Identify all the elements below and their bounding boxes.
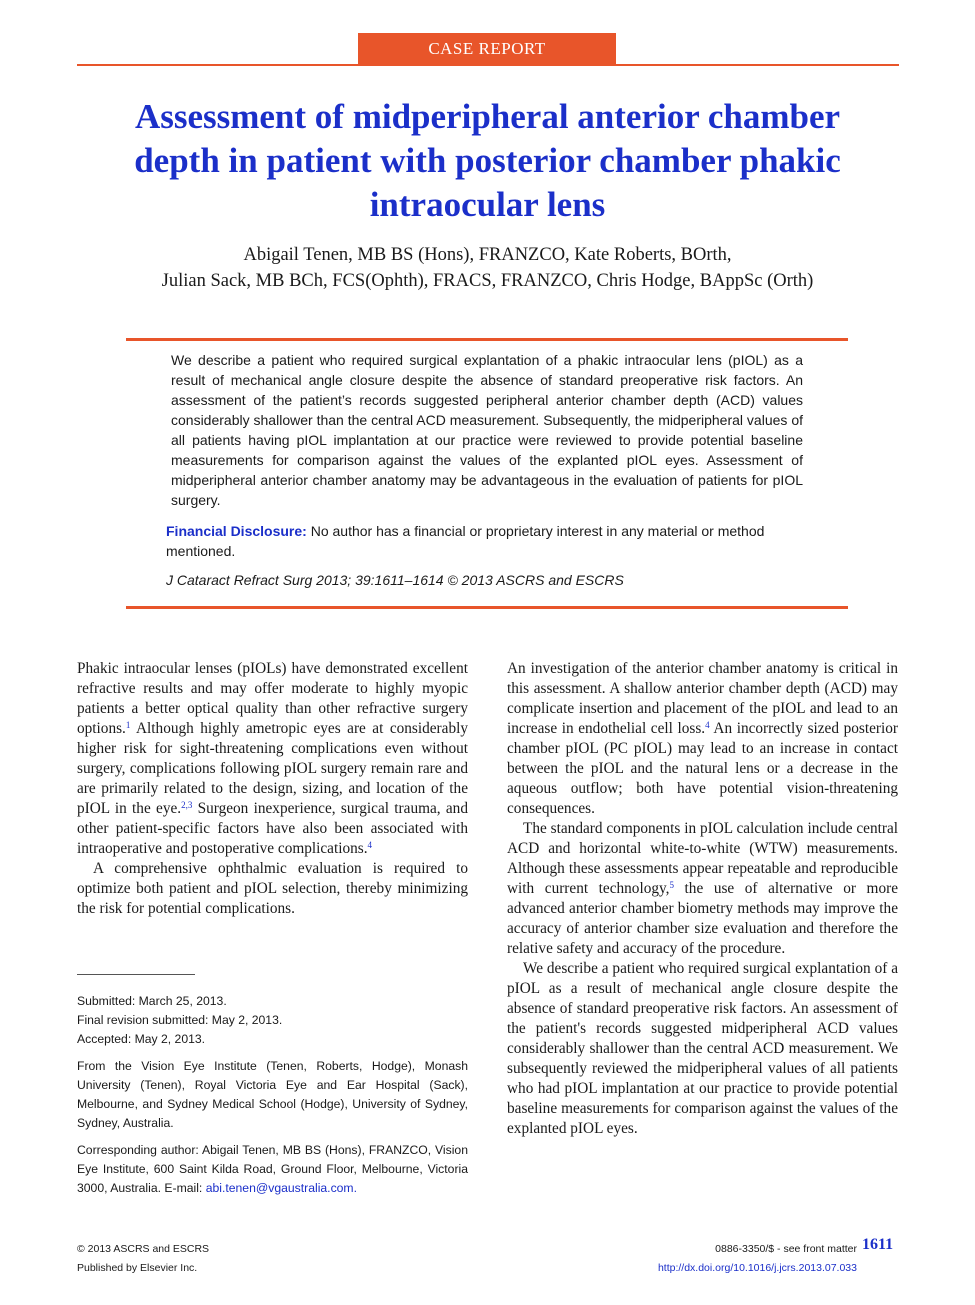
submitted-date: Submitted: March 25, 2013.: [77, 994, 227, 1008]
paragraph: We describe a patient who required surgical explantation of a pIOL as a result of mechanical angle closure despite the absence of standard preoperative risk factors. An assessment of the patient's records suggested midperipheral ACD values considerably shallower than the central ACD measurement. We subsequently reviewed the midperipheral values of all patients who had pIOL implantation at our practice to provide potential baseline measurements for comparison against the values of the explanted pIOL eyes.: [507, 960, 898, 1137]
text-run: the use of alternative or more advanced anterior chamber biometry methods may improve the accuracy of anterior chamber size evaluation and therefore the relative safety and accuracy of the procedure.: [507, 880, 898, 957]
accepted-date: Accepted: May 2, 2013.: [77, 1032, 206, 1046]
article-type-tag: CASE REPORT: [358, 33, 616, 65]
financial-disclosure: [166, 521, 810, 561]
authors-line-2: Julian Sack, MB BCh, FCS(Ophth), FRACS, FRANZCO, Chris Hodge, BAppSc (Orth): [161, 271, 814, 291]
paragraph: [507, 659, 898, 819]
authors-line-1: Abigail Tenen, MB BS (Hons), FRANZCO, Kate Roberts, BOrth,: [243, 245, 732, 265]
disclosure-text: No author has a financial or proprietary interest in any material or method mentioned.: [166, 523, 765, 559]
paragraph: [507, 819, 898, 959]
text-run: Surgeon inexperience, surgical trauma, and other patient-specific factors have also been associated with intraoperative and postoperative complications.: [77, 800, 468, 857]
citation-ref[interactable]: 4: [705, 720, 710, 730]
corresponding-text: Corresponding author: Abigail Tenen, MB BS (Hons), FRANZCO, Vision Eye Institute, 600 Saint Kilda Road, Ground Floor, Melbourne, Victoria 3000, Australia. E-mail:: [77, 1143, 468, 1195]
text-run: An investigation of the anterior chamber anatomy is critical in this assessment. A shallow anterior chamber depth (ACD) may complicate insertion and placement of the pIOL and lead to an increase in endothelial cell loss.: [507, 660, 898, 737]
publisher-notice: Published by Elsevier Inc.: [77, 1262, 198, 1274]
abstract-text: We describe a patient who required surgical explantation of a phakic intraocular lens (pIOL) as a result of mechanical angle closure despite the absence of standard preoperative risk factors. An assessment of the patient’s records suggested peripheral anterior chamber depth (ACD) values considerably shallower than the central ACD measurement. Subsequently, the midperipheral values of all patients having pIOL implantation at our practice were reviewed to provide potential baseline measurements for comparison against the values of the explanted pIOL eyes. Assessment of midperipheral anterior chamber anatomy may be advantageous in the evaluation of patients for pIOL surgery.: [171, 352, 803, 508]
text-run: Although highly ametropic eyes are at considerably higher risk for sight-threatening complications even without surgery, complications following pIOL surgery remain rare and are primarily related to the design, sizing, and location of the pIOL in the eye.: [77, 720, 468, 817]
citation-ref[interactable]: 5: [669, 880, 674, 890]
issn-notice: 0886-3350/$ - see front matter: [715, 1243, 857, 1255]
copyright-notice: © 2013 ASCRS and ESCRS: [77, 1243, 210, 1255]
affiliation-note: From the Vision Eye Institute (Tenen, Roberts, Hodge), Monash University (Tenen), Royal Victoria Eye and Ear Hospital (Sack), Melbourne, and Sydney Medical School (Hodge), University of Sydney, Sydney, Australia.: [77, 1059, 468, 1130]
footnote-separator: [77, 974, 195, 975]
corresponding-author: [77, 1141, 468, 1198]
citation-ref[interactable]: 2,3: [181, 800, 193, 810]
citation-ref[interactable]: 4: [367, 840, 373, 850]
article-title: Assessment of midperipheral anterior chamber depth in patient with posterior chamber phakic intraocular lens: [134, 97, 841, 224]
submission-dates: [77, 992, 468, 1049]
abstract-top-rule: [126, 338, 848, 341]
paragraph: [77, 659, 468, 859]
journal-citation: J Cataract Refract Surg 2013; 39:1611–1614 © 2013 ASCRS and ESCRS: [166, 572, 624, 588]
email-link[interactable]: abi.tenen@vgaustralia.com.: [205, 1181, 357, 1195]
revision-date: Final revision submitted: May 2, 2013.: [77, 1013, 283, 1027]
author-list: [90, 242, 885, 294]
disclosure-label: Financial Disclosure:: [166, 523, 307, 539]
doi-link[interactable]: http://dx.doi.org/10.1016/j.jcrs.2013.07.033: [657, 1262, 857, 1274]
text-run: An incorrectly sized posterior chamber pIOL (PC pIOL) may lead to an increase in contact between the pIOL and the natural lens or a decrease in the aqueous outflow; both have potential vision-threatening consequences.: [507, 720, 898, 817]
citation-ref[interactable]: 1: [125, 720, 131, 730]
body-column-right: [507, 659, 898, 1139]
abstract-bottom-rule: [126, 606, 848, 609]
body-column-left: [77, 659, 468, 919]
text-run: Phakic intraocular lenses (pIOLs) have demonstrated excellent refractive results and may offer moderate to highly myopic patients a better optical quality than other refractive surgery options.: [77, 660, 468, 737]
paragraph: A comprehensive ophthalmic evaluation is required to optimize both patient and pIOL selection, thereby minimizing the risk for potential complications.: [77, 860, 468, 917]
text-run: The standard components in pIOL calculation include central ACD and horizontal white-to-white (WTW) measurements. Although these assessments appear repeatable and reproducible with current technology,: [507, 820, 898, 897]
page-number: 1611: [862, 1236, 894, 1253]
